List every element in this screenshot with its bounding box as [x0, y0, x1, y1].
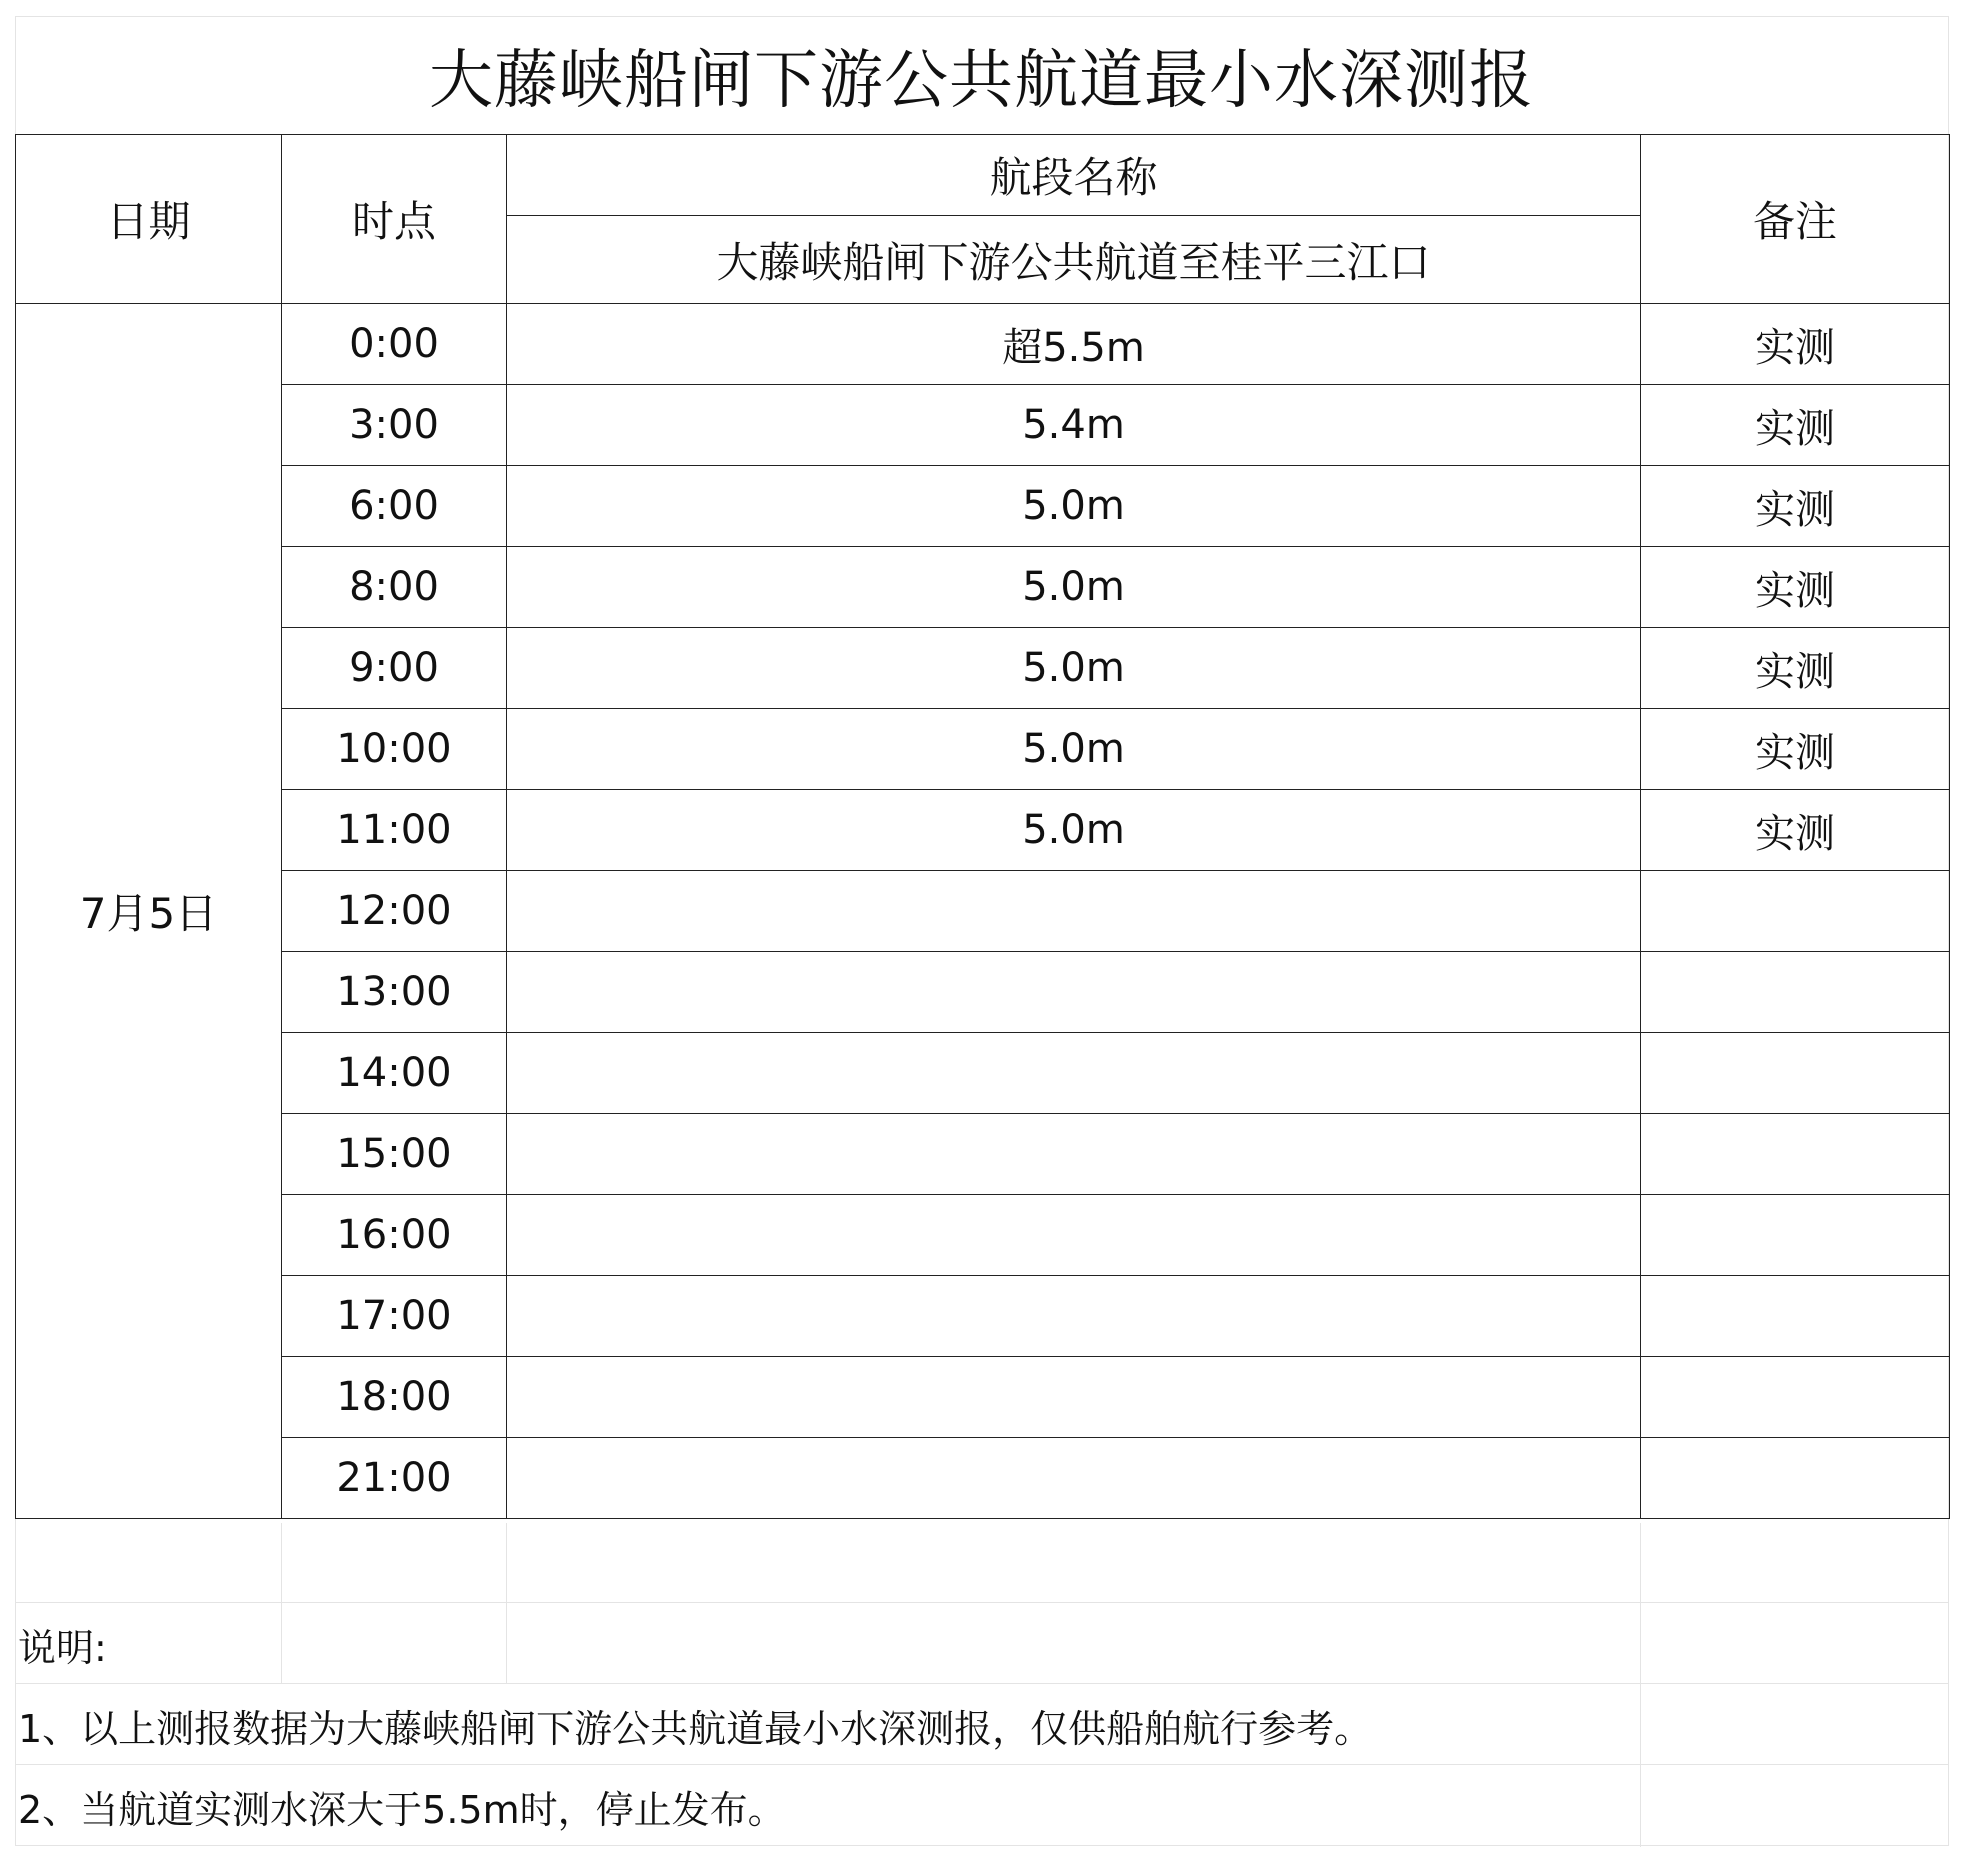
- depth-cell: 5.0m: [507, 709, 1641, 790]
- header-date: 日期: [16, 135, 282, 304]
- grid-line: [15, 1845, 1949, 1846]
- remark-cell: [1641, 1357, 1950, 1438]
- header-section-label: 航段名称: [507, 135, 1641, 216]
- table-row: [16, 1195, 1950, 1276]
- remark-cell: 实测: [1641, 385, 1950, 466]
- table-row: [16, 385, 1950, 466]
- date-cell: 7月5日: [16, 304, 282, 1519]
- depth-cell: [507, 1438, 1641, 1519]
- remark-cell: [1641, 1195, 1950, 1276]
- time-cell: 17:00: [282, 1276, 507, 1357]
- table-row: [16, 1357, 1950, 1438]
- note-line-1: 1、以上测报数据为大藤峡船闸下游公共航道最小水深测报，仅供船舶航行参考。: [18, 1707, 1373, 1751]
- time-cell: 6:00: [282, 466, 507, 547]
- remark-cell: [1641, 1114, 1950, 1195]
- table-row: [16, 1114, 1950, 1195]
- report-title: 大藤峡船闸下游公共航道最小水深测报: [429, 44, 1534, 118]
- grid-line: [281, 1523, 282, 1683]
- depth-cell: [507, 1195, 1641, 1276]
- remark-cell: [1641, 871, 1950, 952]
- depth-cell: 5.0m: [507, 790, 1641, 871]
- depth-cell: 5.0m: [507, 466, 1641, 547]
- remark-cell: 实测: [1641, 628, 1950, 709]
- time-cell: 16:00: [282, 1195, 507, 1276]
- time-cell: 12:00: [282, 871, 507, 952]
- depth-cell: [507, 1357, 1641, 1438]
- table-row: [16, 466, 1950, 547]
- depth-cell: [507, 952, 1641, 1033]
- table-row: [16, 304, 1950, 385]
- remark-cell: 实测: [1641, 709, 1950, 790]
- notes-heading: 说明:: [18, 1626, 107, 1670]
- depth-cell: 5.0m: [507, 547, 1641, 628]
- time-cell: 11:00: [282, 790, 507, 871]
- table-row: [16, 628, 1950, 709]
- time-cell: 18:00: [282, 1357, 507, 1438]
- table-row: [16, 790, 1950, 871]
- remark-cell: 实测: [1641, 790, 1950, 871]
- grid-line: [15, 16, 1949, 17]
- table-row: [16, 1276, 1950, 1357]
- remark-cell: [1641, 1438, 1950, 1519]
- grid-line: [15, 1683, 1949, 1684]
- time-cell: 13:00: [282, 952, 507, 1033]
- depth-report-table: [15, 134, 1950, 1519]
- remark-cell: [1641, 1033, 1950, 1114]
- table-row: [16, 952, 1950, 1033]
- depth-cell: 超5.5m: [507, 304, 1641, 385]
- table-row: [16, 709, 1950, 790]
- depth-cell: [507, 1114, 1641, 1195]
- remark-cell: [1641, 1276, 1950, 1357]
- grid-line: [15, 1602, 1949, 1603]
- remark-cell: 实测: [1641, 466, 1950, 547]
- time-cell: 3:00: [282, 385, 507, 466]
- time-cell: 15:00: [282, 1114, 507, 1195]
- table-row: [16, 871, 1950, 952]
- depth-cell: [507, 1033, 1641, 1114]
- depth-cell: [507, 1276, 1641, 1357]
- header-remark: 备注: [1641, 135, 1950, 304]
- time-cell: 21:00: [282, 1438, 507, 1519]
- depth-cell: [507, 871, 1641, 952]
- table-row: [16, 1033, 1950, 1114]
- remark-cell: 实测: [1641, 304, 1950, 385]
- grid-line: [506, 1523, 507, 1683]
- time-cell: 10:00: [282, 709, 507, 790]
- grid-line: [1640, 1523, 1641, 1847]
- table-row: [16, 1438, 1950, 1519]
- remark-cell: [1641, 952, 1950, 1033]
- depth-cell: 5.4m: [507, 385, 1641, 466]
- header-section-name: 大藤峡船闸下游公共航道至桂平三江口: [507, 216, 1641, 304]
- header-time: 时点: [282, 135, 507, 304]
- remark-cell: 实测: [1641, 547, 1950, 628]
- time-cell: 0:00: [282, 304, 507, 385]
- table-row: [16, 547, 1950, 628]
- time-cell: 8:00: [282, 547, 507, 628]
- depth-cell: 5.0m: [507, 628, 1641, 709]
- time-cell: 9:00: [282, 628, 507, 709]
- note-line-2: 2、当航道实测水深大于5.5m时，停止发布。: [18, 1788, 786, 1832]
- grid-line: [15, 1764, 1949, 1765]
- time-cell: 14:00: [282, 1033, 507, 1114]
- header-row: [16, 135, 1950, 216]
